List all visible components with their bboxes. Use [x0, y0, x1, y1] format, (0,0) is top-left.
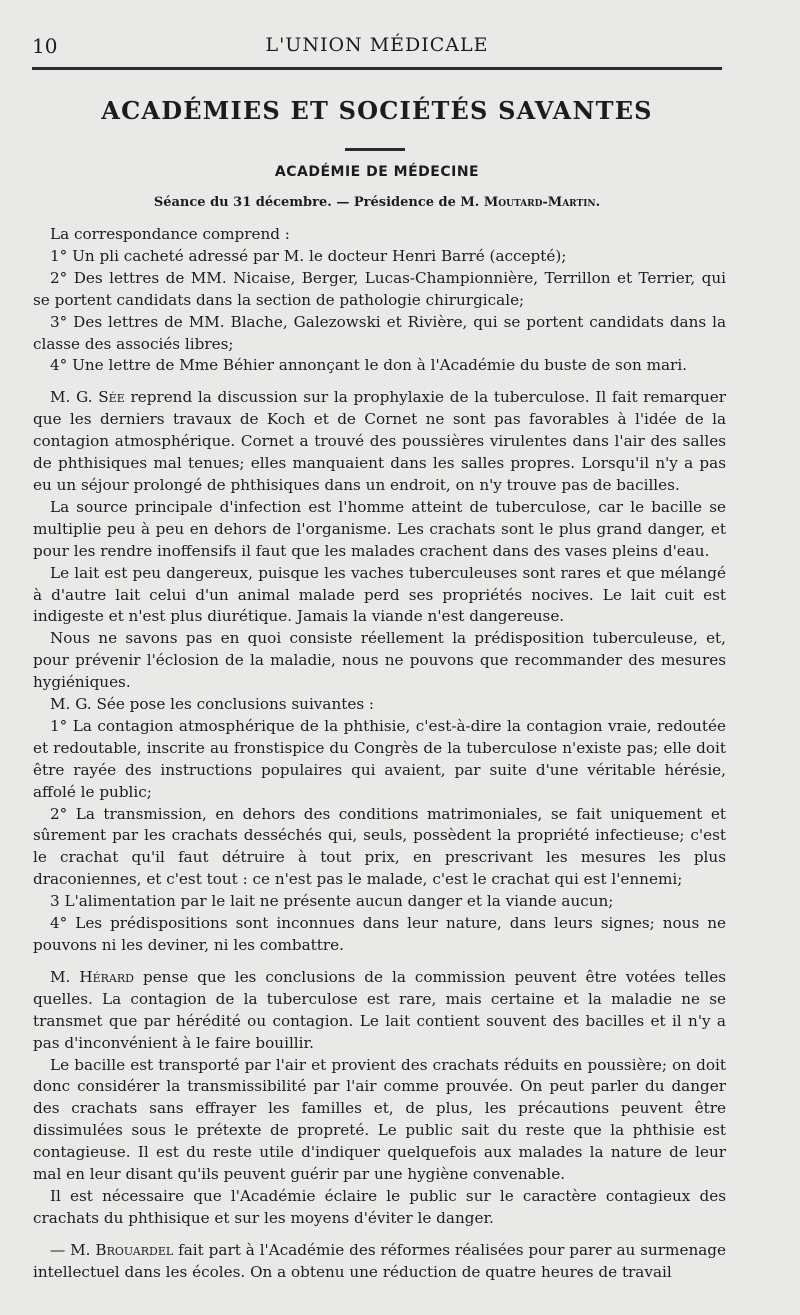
- paragraph: Il est nécessaire que l'Académie éclaire le public sur le caractère contagieux des crachats du phthisique et sur les moyens d'éviter le danger.: [33, 1186, 726, 1227]
- paragraph: La source principale d'infection est l'homme atteint de tuberculose, car le bacille se multiplie peu à peu en dehors de l'organisme. Les crachats sont le plus grand danger, et pour les rendre inoffensifs il faut que les malades crachent dans des vases pleins d'eau.: [33, 497, 726, 560]
- paragraph-see: [33, 387, 726, 497]
- paragraph: 2° Des lettres de MM. Nicaise, Berger, Lucas-Championnière, Terrillon et Terrier, qui se portent candidats dans la section de pathologie chirurgicale;: [33, 268, 726, 309]
- section-title: ACADÉMIES ET SOCIÉTÉS SAVANTES: [101, 96, 653, 125]
- paragraph-text: fait part à l'Académie des réformes réalisées pour parer au surmenage intellectuel dans les écoles. On a obtenu une réduction de quatre heures de travail: [33, 1240, 726, 1281]
- session-line: [32, 195, 722, 210]
- paragraph: 4° Les prédispositions sont inconnues dans leur nature, dans leurs signes; nous ne pouvons ni les deviner, ni les combattre.: [33, 914, 726, 954]
- paragraph: 2° La transmission, en dehors des conditions matrimoniales, se fait uniquement et sûrement par les crachats desséchés qui, seuls, possèdent la propriété infectieuse; c'est le crachat qu'il faut détruire à tout prix, en prescrivant les mesures les plus draconiennes, et c'est tout : ce n'est pas le malade, c'est le crachat qui est l'ennemi;: [33, 804, 726, 889]
- paragraph: 1° Un pli cacheté adressé par M. le docteur Henri Barré (accepté);: [50, 246, 567, 265]
- paragraph-herard: [33, 967, 726, 1055]
- paragraph: 4° Une lettre de Mme Béhier annonçant le don à l'Académie du buste de son mari.: [50, 356, 687, 375]
- paragraph-text: reprend la discussion sur la prophylaxie de la tuberculose. Il fait remarquer que les derniers travaux de Koch et de Cornet ne sont pas favorables à l'idée de la contagion atmosphérique. Cornet a trouvé des poussières virulentes dans l'air des salles de phthisiques mal tenues; elles manquaient dans les salles propres. Lorsqu'il n'y a pas eu un séjour prolongé de phthisiques dans un endroit, on n'y trouve pas de bacilles.: [33, 388, 727, 494]
- speaker-name: Sée: [98, 388, 125, 407]
- speaker-prefix: — M.: [50, 1240, 96, 1259]
- journal-title: L'UNION MÉDICALE: [265, 34, 489, 56]
- paragraph: 3 L'alimentation par le lait ne présente aucun danger et la viande aucun;: [50, 892, 614, 911]
- session-prefix: Séance du 31 décembre. — Présidence de M.: [153, 195, 484, 210]
- header-rule: [32, 67, 722, 70]
- paragraph: M. G. Sée pose les conclusions suivantes :: [50, 695, 375, 714]
- paragraph-text: pense que les conclusions de la commission peuvent être votées telles quelles. La contagion de la tuberculose est rare, mais certaine et la maladie ne se transmet que par hérédité ou contagion. Le lait contient souvent des bacilles et il n'y a pas d'inconvénient à le faire bouillir.: [33, 967, 726, 1052]
- page-number: 10: [32, 34, 58, 58]
- paragraph: La correspondance comprend :: [50, 225, 290, 243]
- paragraph: 3° Des lettres de MM. Blache, Galezowski et Rivière, qui se portent candidats dans la classe des associés libres;: [33, 312, 726, 353]
- speaker-name: Hérard: [79, 967, 134, 986]
- paragraph: 1° La contagion atmosphérique de la phthisie, c'est-à-dire la contagion vraie, redoutée et redoutable, inscrite au fronstispice du Congrès de la tuberculose n'existe pas; elle doit être rayée des instructions populaires qui avaient, par suite d'une véritable hérésie, affolé le public;: [33, 716, 726, 801]
- session-president: Moutard-Martin.: [483, 195, 601, 210]
- title-divider: [345, 148, 405, 151]
- paragraph: Le lait est peu dangereux, puisque les vaches tuberculeuses sont rares et que mélangé à d'autre lait celui d'un animal malade perd ses propriétés nocives. Le lait cuit est indigeste et n'est plus diurétique. Jamais la viande n'est dangereuse.: [33, 563, 726, 626]
- speaker-prefix: M. G.: [50, 388, 99, 407]
- speaker-name: Brouardel: [95, 1240, 174, 1259]
- paragraph-brouardel: [33, 1240, 726, 1284]
- speaker-prefix: M.: [50, 967, 80, 986]
- page-header: [32, 34, 722, 62]
- paragraph: Nous ne savons pas en quoi consiste réellement la prédisposition tuberculeuse, et, pour prévenir l'éclosion de la maladie, nous ne pouvons que recommander des mesures hygiéniques.: [33, 629, 726, 692]
- paragraph: Le bacille est transporté par l'air et provient des crachats réduits en poussière; on doit donc considérer la transmissibilité par l'air comme prouvée. On peut parler du danger des crachats sans effrayer les familles et, de plus, les précautions peuvent être dissimulées sous le prétexte de propreté. Le public sait du reste que la phthisie est contagieuse. Il est du reste utile d'indiquer quelquefois aux malades la nature de leur mal en leur disant qu'ils peuvent guérir par une hygiène convenable.: [33, 1055, 726, 1184]
- article-body: [33, 224, 726, 1284]
- academy-name: ACADÉMIE DE MÉDECINE: [274, 164, 480, 180]
